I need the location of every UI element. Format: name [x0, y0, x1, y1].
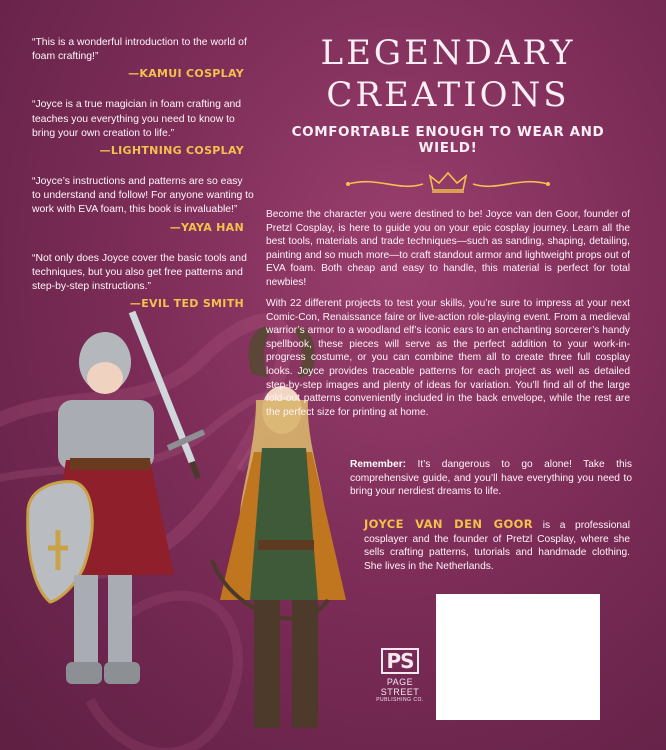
barcode-area [436, 594, 600, 720]
publisher-name: PAGE STREET [380, 677, 420, 697]
book-title-line-2: CREATIONS [326, 75, 570, 115]
publisher-subname: PUBLISHING CO. [376, 697, 424, 703]
publisher-mark-icon: PS [381, 648, 418, 674]
quote-text: “Joyce is a true magician in foam crafting and teaches you everything you need to know to bring your own creation to life.” [32, 99, 242, 139]
quote-attribution: —KAMUI COSPLAY [128, 67, 244, 81]
publisher-logo [370, 648, 430, 703]
author-name: JOYCE VAN DEN GOOR [364, 517, 534, 531]
description-paragraph-1: Become the character you were destined to be! Joyce van den Goor, founder of Pretzl Cosplay, is here to guide you on your epic cosplay journey. Learn all the best tools, materials and trade techniques—such as sanding, shaping, detailing, painting and so much more—to craft standout armor and lightweight props out of EVA foam. Both cheap and easy to handle, this material is perfect for total newbies! [266, 209, 630, 288]
remember-label: Remember: [350, 459, 407, 470]
quote-attribution: —LIGHTNING COSPLAY [99, 144, 244, 158]
quote-text: “Not only does Joyce cover the basic tools and techniques, but you also get free patterns and step-by-step instructions.” [32, 252, 247, 293]
quote-text: “This is a wonderful introduction to the world of foam crafting!” [32, 37, 247, 63]
quote-text: “Joyce’s instructions and patterns are so easy to understand and follow! For anyone wanting to work with EVA foam, this book is invaluable!” [32, 176, 254, 216]
quote-attribution: —YAYA HAN [169, 220, 244, 234]
book-title-line-1: LEGENDARY [320, 33, 576, 73]
quote-attribution: —EVIL TED SMITH [129, 297, 244, 311]
remember-paragraph [350, 458, 632, 499]
remember-text: It’s dangerous to go alone! Take this comprehensive guide, and you’ll have everything you need to bring your nerdiest dreams to life. [350, 459, 632, 498]
book-subtitle: COMFORTABLE ENOUGH TO WEAR AND WIELD! [291, 124, 605, 156]
description-paragraph-2: With 22 different projects to test your skills, you’re sure to impress at your next Comic-Con, Renaissance faire or live-action role-playing event. From a medieval warrior’s armor to a woodland elf’s iconic ears to an enchanting sorcerer’s handy spellbook, these pieces will serve as the perfect addition to your work-in-progress costume, or you can combine them all to create three full cosplay looks. Joyce provides traceable patterns for each project as well as detailed step-by-step images and plenty of ideas for variation. You’ll find all of the large fold-out patterns conveniently included in the back envelope, while the rest are the perfect size for printing at home. [266, 298, 630, 418]
author-bio [364, 518, 630, 573]
author-bio-text: is a professional cosplayer and the founder of Pretzl Cosplay, where she sells crafting patterns, tutorials and handmade clothing. She lives in the Netherlands. [364, 520, 630, 572]
